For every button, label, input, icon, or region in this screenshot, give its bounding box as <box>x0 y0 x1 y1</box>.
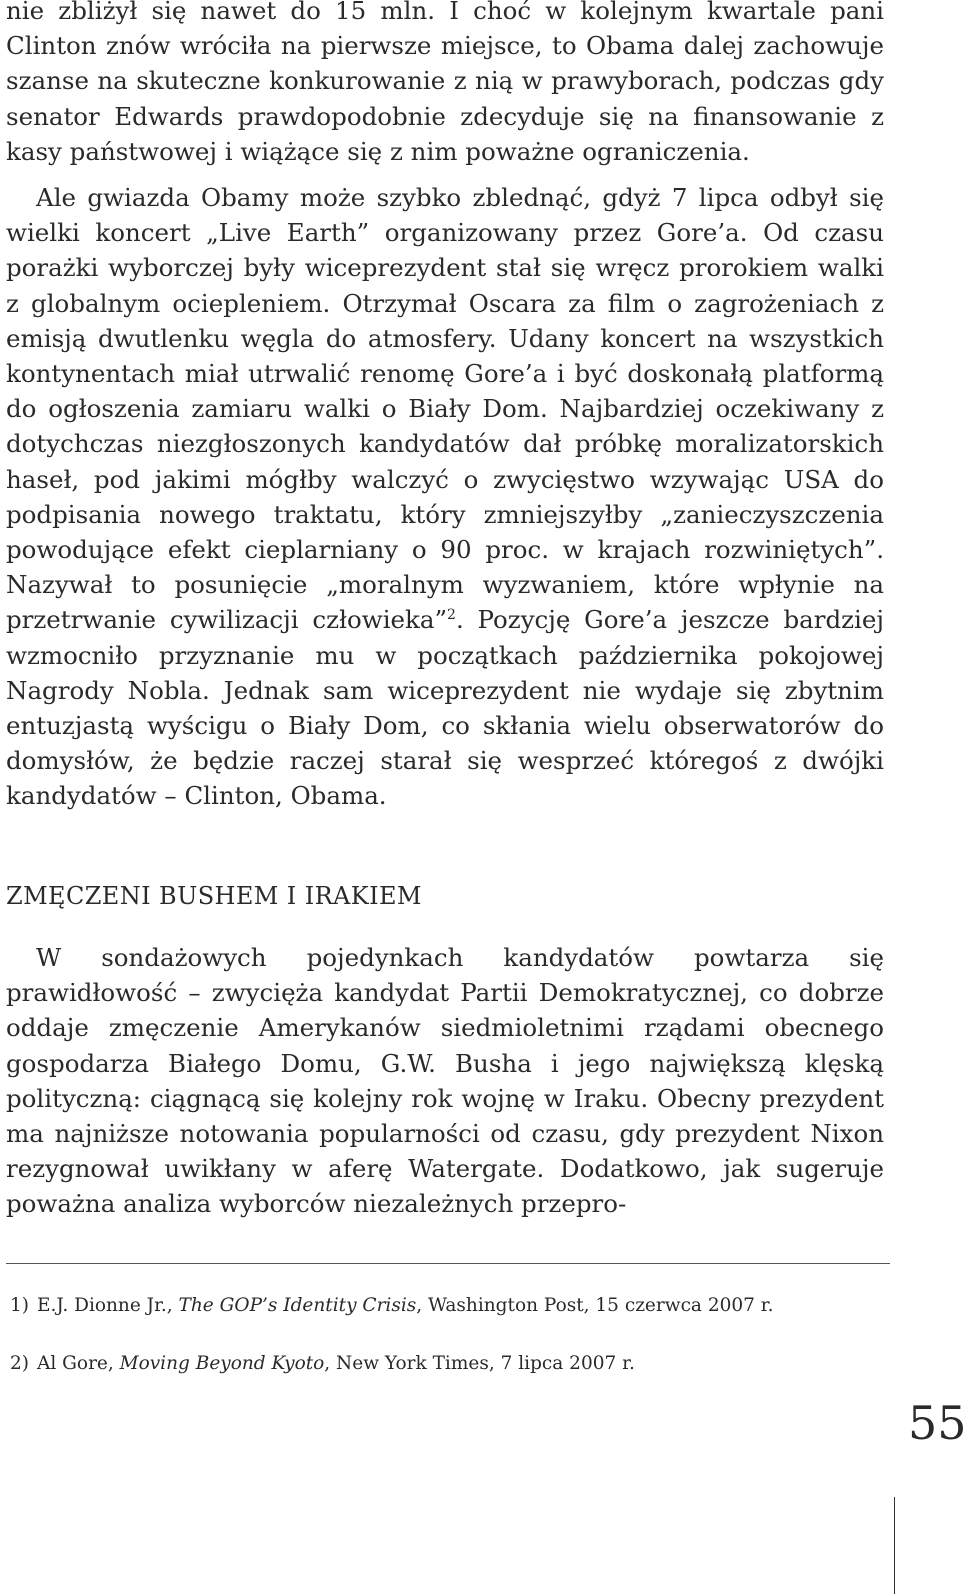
paragraph-3-text: W sondażowych pojedynkach kandydatów powtarza się prawidłowość – zwycięża kandydat Partii Demokratycznej, co dobrze oddaje zmęczenie Amerykanów siedmioletnimi rządami obecnego gospodarza Białego Domu, G.W. Busha i jego największą klęską polityczną: ciągnącą się kolejny rok wojnę w Iraku. Obecny prezydent ma najniższe notowania popularności od czasu, gdy prezydent Nixon rezygnował uwikłany w aferę Watergate. Dodatkowo, jak sugeruje poważna analiza wyborców niezależnych przepro- <box>6 943 884 1219</box>
footnote-1-source: , Washington Post, 15 czerwca 2007 r. <box>416 1295 774 1316</box>
footnote-2-author: Al Gore, <box>37 1353 120 1374</box>
footnote-2 <box>10 1352 635 1376</box>
footnote-1-title: The GOP’s Identity Crisis <box>178 1295 417 1316</box>
footnote-reference-2[interactable]: 2 <box>447 607 456 624</box>
paragraph-2-text-a: Ale gwiazda Obamy może szybko zblednąć, gdyż 7 lipca odbył się wielki koncert „Live Earth” organizowany przez Gore’a. Od czasu porażki wyborczej były wiceprezydent stał się wręcz prorokiem walki z globalnym ociepleniem. Otrzymał Oscara za film o zagrożeniach z emisją dwutlenku węgla do atmosfery. Udany koncert na wszystkich kontynentach miał utrwalić renomę Gore’a i być doskonałą platformą do ogłoszenia zamiaru walki o Biały Dom. Najbardziej oczekiwany z dotychczas niezgłoszonych kandydatów dał próbkę moralizatorskich haseł, pod jakimi mógłby walczyć o zwycięstwo wzywając USA do podpisania nowego traktatu, który zmniejszyłby „zanieczyszczenia powodujące efekt cieplarniany o 90 proc. w krajach rozwiniętych”. Nazywał to posunięcie „moralnym wyzwaniem, które wpłynie na przetrwanie cywilizacji człowieka” <box>6 183 884 635</box>
paragraph-1 <box>6 0 884 169</box>
footnote-2-number: 2) <box>10 1353 29 1374</box>
paragraph-2-text-b: . Pozycję Gore’a jeszcze bardziej wzmocniło przyznanie mu w początkach października pokojowej Nagrody Nobla. Jednak sam wiceprezydent nie wydaje się zbytnim entuzjastą wyścigu o Biały Dom, co skłania wielu obserwatorów do domysłów, że będzie raczej starał się wesprzeć któregoś z dwójki kandydatów – Clinton, Obama. <box>6 605 884 811</box>
footnote-1-author: E.J. Dionne Jr., <box>37 1295 179 1316</box>
paragraph-1-text: nie zbliżył się nawet do 15 mln. I choć w kolejnym kwartale pani Clinton znów wróciła na pierwsze miejsce, to Obama dalej zachowuje szanse na skuteczne konkurowanie z nią w prawyborach, podczas gdy senator Edwards prawdopodobnie zdecyduje się na finansowanie z kasy państwowej i wiążące się z nim poważne ograniczenia. <box>6 0 884 166</box>
footnote-2-source: , New York Times, 7 lipca 2007 r. <box>324 1353 635 1374</box>
page-number: 55 <box>908 1396 967 1450</box>
footnote-1-number: 1) <box>10 1295 29 1316</box>
section-heading: ZMĘCZENI BUSHEM I IRAKIEM <box>6 882 422 910</box>
paragraph-2 <box>6 180 884 814</box>
footnote-2-title: Moving Beyond Kyoto <box>119 1353 325 1374</box>
paragraph-3 <box>6 940 884 1222</box>
footnote-1 <box>10 1294 774 1318</box>
margin-vertical-rule <box>894 1497 895 1594</box>
footnote-divider <box>6 1263 890 1264</box>
